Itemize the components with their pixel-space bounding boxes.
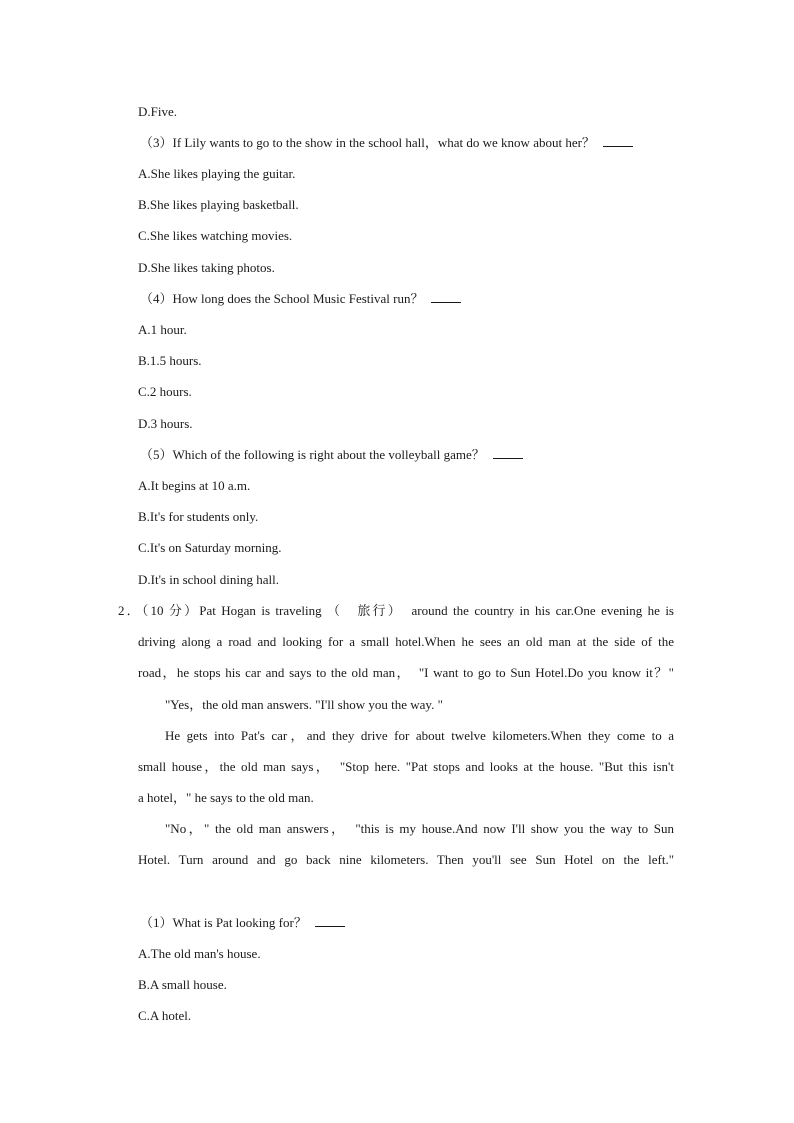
passage-line: "Yes，the old man answers. "I'll show you the way. " <box>165 697 443 712</box>
sub1-option-a: A.The old man's house. <box>138 946 261 961</box>
passage-line: Hotel. Turn around and go back nine kilometers. Then you'll see Sun Hotel on the left." <box>138 852 674 867</box>
q5-option-c: C.It's on Saturday morning. <box>138 540 282 555</box>
passage-line: driving along a road and looking for a small hotel.When he sees an old man at the side of the <box>138 634 674 649</box>
passage-line: "No，" the old man answers， "this is my house.And now I'll show you the way to Sun <box>165 821 674 836</box>
passage-line: He gets into Pat's car，and they drive for about twelve kilometers.When they come to a <box>165 728 674 743</box>
q4-option-b: B.1.5 hours. <box>138 353 202 368</box>
answer-blank[interactable] <box>431 292 461 303</box>
question-5-text: （5）Which of the following is right about the volleyball game？ <box>140 447 485 462</box>
q3-option-b: B.She likes playing basketball. <box>138 197 299 212</box>
q5-option-b: B.It's for students only. <box>138 509 259 524</box>
q4-option-c: C.2 hours. <box>138 384 192 399</box>
q3-option-a: A.She likes playing the guitar. <box>138 166 296 181</box>
passage-line: a hotel，" he says to the old man. <box>138 790 314 805</box>
q5-option-a: A.It begins at 10 a.m. <box>138 478 251 493</box>
option-d-five: D.Five. <box>138 104 177 119</box>
answer-blank[interactable] <box>603 136 633 147</box>
question-3 <box>140 135 676 151</box>
answer-blank[interactable] <box>315 916 345 927</box>
q5-option-d: D.It's in school dining hall. <box>138 572 280 587</box>
question-3-text: （3）If Lily wants to go to the show in the school hall，what do we know about her？ <box>140 135 595 150</box>
question-4-text: （4）How long does the School Music Festival run？ <box>140 291 424 306</box>
passage-line: road，he stops his car and says to the old man， "I want to go to Sun Hotel.Do you know it？" <box>138 665 674 680</box>
sub1-option-b: B.A small house. <box>138 977 227 992</box>
q3-option-d: D.She likes taking photos. <box>138 260 275 275</box>
passage-line: small house，the old man says， "Stop here. "Pat stops and looks at the house. "But this isn't <box>138 759 674 774</box>
question-2-header: 2．（10 分）Pat Hogan is traveling （ 旅行） around the country in his car.One evening he is <box>118 603 674 618</box>
q3-option-c: C.She likes watching movies. <box>138 228 293 243</box>
question-4 <box>140 291 676 307</box>
sub1-option-c: C.A hotel. <box>138 1008 192 1023</box>
q4-option-d: D.3 hours. <box>138 416 193 431</box>
sub-question-1-text: （1）What is Pat looking for？ <box>140 915 307 930</box>
question-5 <box>140 447 676 463</box>
sub-question-1 <box>140 915 676 931</box>
q4-option-a: A.1 hour. <box>138 322 187 337</box>
answer-blank[interactable] <box>493 448 523 459</box>
